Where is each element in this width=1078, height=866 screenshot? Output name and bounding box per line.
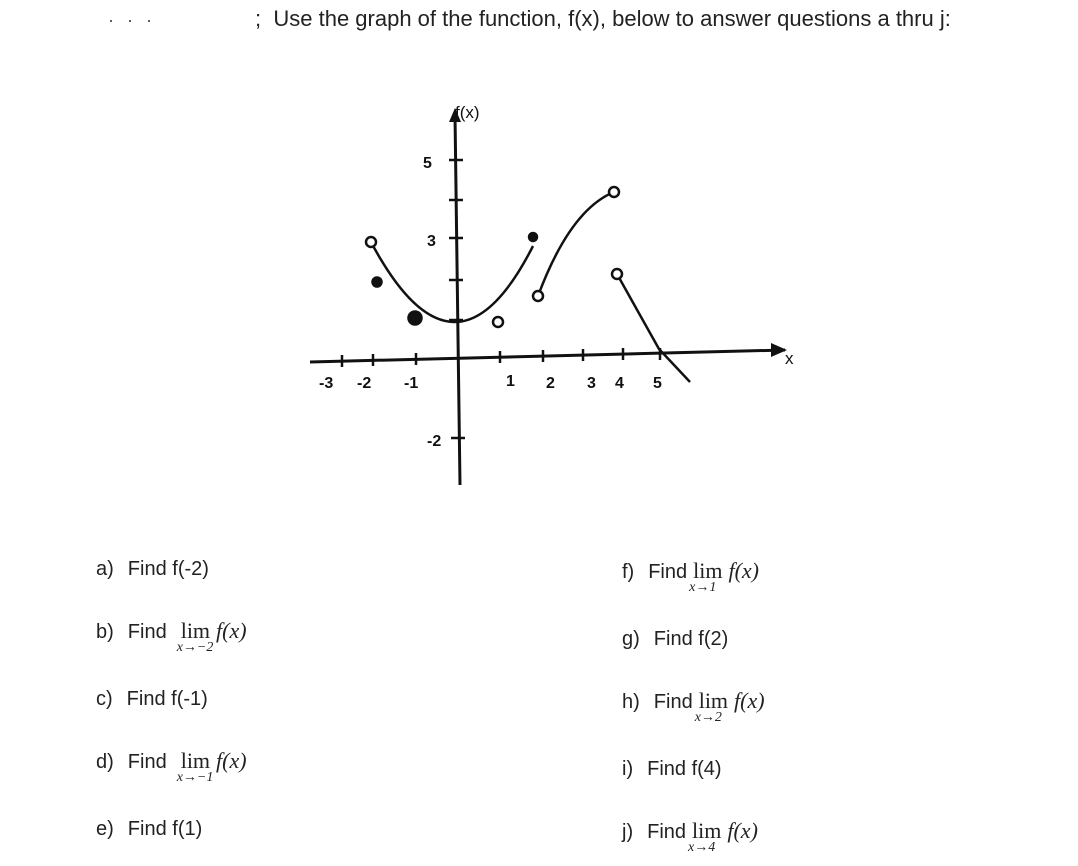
limit-word: lim — [180, 748, 211, 773]
curve-falling — [617, 274, 690, 382]
question-i — [622, 758, 722, 781]
question-letter: j) — [622, 821, 634, 843]
y-axis — [455, 115, 460, 485]
function-notation: f(x) — [216, 748, 247, 773]
open-point — [612, 269, 622, 279]
open-point — [493, 317, 503, 327]
question-letter: e) — [96, 818, 114, 840]
limit-word: lim — [693, 558, 723, 583]
function-notation: f(x) — [728, 558, 759, 583]
open-point — [366, 237, 376, 247]
question-b — [96, 618, 247, 655]
question-g — [622, 628, 728, 651]
question-find: Find — [653, 691, 693, 713]
closed-point — [529, 233, 537, 241]
limit-expression — [694, 688, 765, 725]
question-letter: b) — [96, 621, 114, 643]
y-tick-label: -2 — [427, 433, 442, 450]
limit-word: lim — [692, 818, 722, 843]
open-point — [609, 187, 619, 197]
question-text: Find f(4) — [647, 758, 722, 780]
closed-point — [373, 278, 382, 287]
limit-expression — [689, 558, 759, 595]
question-a — [96, 558, 209, 581]
instruction-heading — [255, 6, 951, 32]
question-letter: d) — [96, 751, 114, 773]
y-tick-label: 5 — [423, 155, 432, 172]
x-tick-label: -3 — [319, 375, 334, 392]
function-notation: f(x) — [216, 618, 247, 643]
question-e — [96, 818, 202, 841]
question-find: Find — [648, 561, 688, 583]
question-f — [622, 558, 759, 595]
x-tick-label: 3 — [587, 375, 596, 392]
question-text: Find f(1) — [127, 818, 203, 840]
question-find: Find — [127, 621, 167, 643]
x-axis-label: x — [785, 349, 794, 368]
limit-subscript: x→4 — [688, 840, 716, 855]
limit-word: lim — [180, 618, 211, 643]
function-notation: f(x) — [734, 688, 765, 713]
limit-expression — [176, 618, 247, 655]
question-text: Find f(2) — [653, 628, 729, 650]
open-point — [533, 291, 543, 301]
limit-expression — [688, 818, 758, 855]
question-h — [622, 688, 765, 725]
question-c — [96, 688, 208, 711]
function-notation: f(x) — [727, 818, 758, 843]
question-find: Find — [647, 821, 687, 843]
limit-subscript: x→1 — [689, 580, 717, 595]
limit-subscript: x→−1 — [176, 770, 214, 785]
instruction-text: Use the graph of the function, f(x), below to answer questions a thru j: — [273, 6, 951, 31]
limit-subscript: x→−2 — [176, 640, 214, 655]
curve-rising — [538, 192, 614, 296]
x-tick-label: 5 — [653, 375, 662, 392]
question-letter: i) — [622, 758, 634, 780]
question-d — [96, 748, 247, 785]
question-letter: g) — [622, 628, 640, 650]
curve-parabola — [371, 242, 533, 322]
stray-marks: · · · — [108, 10, 156, 30]
closed-point — [409, 312, 422, 325]
question-letter: c) — [96, 688, 113, 710]
question-text: Find f(-2) — [127, 558, 209, 580]
y-axis-label: f(x) — [455, 103, 480, 122]
question-letter: h) — [622, 691, 640, 713]
function-graph — [305, 60, 805, 530]
bullet-mark: ; — [255, 6, 262, 31]
x-tick-label: 1 — [506, 373, 515, 390]
x-tick-label: 4 — [615, 375, 624, 392]
question-text: Find f(-1) — [126, 688, 208, 710]
x-tick-label: -1 — [404, 375, 419, 392]
limit-subscript: x→2 — [694, 710, 722, 725]
x-tick-label: -2 — [357, 375, 372, 392]
question-letter: a) — [96, 558, 114, 580]
x-axis — [310, 350, 785, 362]
question-j — [622, 818, 758, 855]
limit-word: lim — [698, 688, 729, 713]
limit-expression — [176, 748, 247, 785]
question-find: Find — [127, 751, 167, 773]
x-tick-label: 2 — [546, 375, 555, 392]
y-tick-label: 3 — [427, 233, 436, 250]
question-letter: f) — [622, 561, 635, 583]
